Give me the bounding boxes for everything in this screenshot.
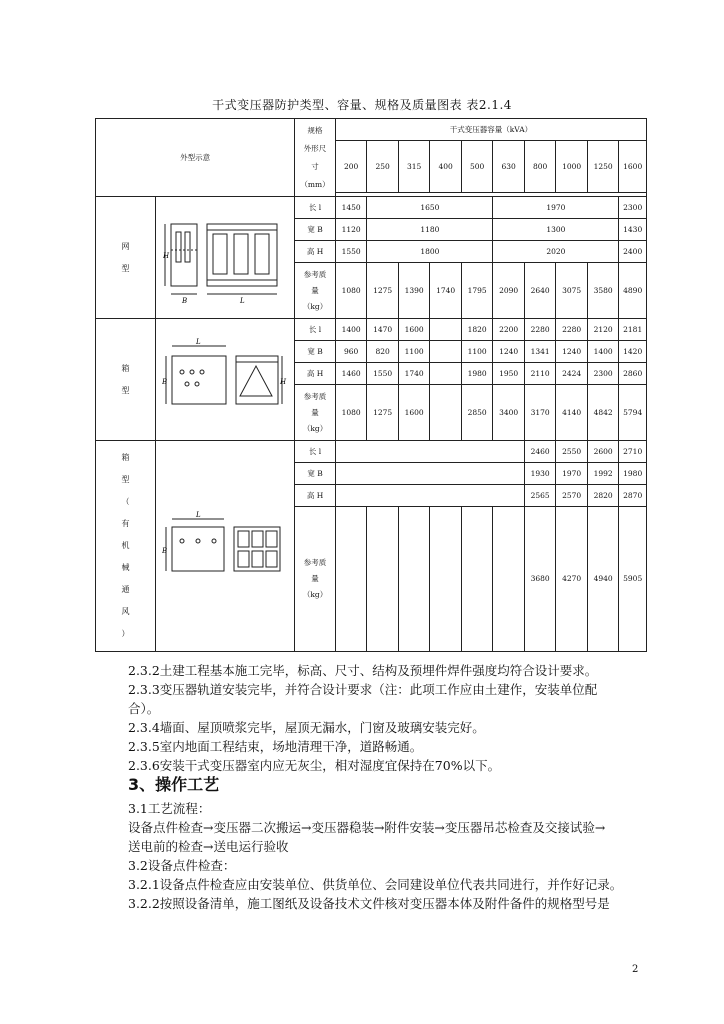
spec-column-header: 规格 外形尺 寸 （mm） <box>295 119 336 197</box>
page-number: 2 <box>632 964 639 975</box>
process-section <box>128 799 640 913</box>
paragraph-line: 2.3.2土建工程基本施工完毕，标高、尺寸、结构及预埋件焊件强度均符合设计要求。 <box>128 663 598 678</box>
ventilated-type-figure <box>155 441 294 652</box>
paragraph-line: 3.2设备点件检查： <box>128 858 236 873</box>
requirements-section <box>128 661 640 775</box>
paragraph-line: 2.3.6安装干式变压器室内应无灰尘，相对湿度宜保持在70%以下。 <box>128 758 501 773</box>
dim-label-h: H <box>163 251 170 260</box>
paragraph-line: 3.2.2按照设备清单，施工图纸及设备技术文件核对变压器本体及附件备件的规格型号是 <box>128 896 610 911</box>
table-row: 参考质 量 （kg） 1080 1275 1600 2850 3400 3170 4140 4842 5794 <box>96 385 647 441</box>
table-row: 网 型 H B L 长 l 1450 1650 1970 2300 <box>96 197 647 219</box>
dim-label-b: B <box>162 547 168 555</box>
paragraph-line: 2.3.4墙面、屋顶喷浆完毕，屋顶无漏水，门窗及玻璃安装完好。 <box>128 720 485 735</box>
ventilated-enclosure-drawing <box>162 511 288 581</box>
table-row: 宽 B 960 820 1100 1100 1240 1341 1240 1400 1420 <box>96 341 647 363</box>
table-row: 高 H 2565 2570 2820 2870 <box>96 485 647 507</box>
capacity-header: 干式变压器容量（kVA） <box>335 119 646 141</box>
dim-label-b: B <box>182 296 188 305</box>
net-type-figure <box>155 197 294 319</box>
table-row: 箱 型 L B H 长 l 1400 1470 1600 1820 2200 2280 2280 2120 2181 <box>96 319 647 341</box>
paragraph-line: 2.3.5室内地面工程结束，场地清理干净，道路畅通。 <box>128 739 423 754</box>
paragraph-line: 3.2.1设备点件检查应由安装单位、供货单位、会同建设单位代表共同进行，并作好记录。 <box>128 877 623 892</box>
table-title: 干式变压器防护类型、容量、规格及质量图表 表2.1.4 <box>212 98 512 112</box>
table-row: 高 H 1550 1800 2020 2400 <box>96 241 647 263</box>
table-row: 宽 B 1120 1180 1300 1430 <box>96 219 647 241</box>
paragraph-line: 3.1工艺流程： <box>128 801 211 816</box>
dim-label-h: H <box>280 377 287 386</box>
shape-column-header: 外型示意 <box>96 119 295 197</box>
table-row: 宽 B 1930 1970 1992 1980 <box>96 463 647 485</box>
table-row: 箱 型 （ 有 机 械 通 风 ） L B 长 l 2460 2550 2600 2710 <box>96 441 647 463</box>
table-row: 参考质 量 （kg） 3680 4270 4940 5905 <box>96 507 647 652</box>
paragraph-line: 合）。 <box>128 701 160 716</box>
net-enclosure-drawing <box>163 210 287 306</box>
dim-label-l: L <box>196 511 201 519</box>
paragraph-line: 2.3.3变压器轨道安装完毕，并符合设计要求（注：此项工作应由土建作，安装单位配 <box>128 682 598 697</box>
dim-label-l: L <box>240 296 245 305</box>
paragraph-line: 送电前的检查→送电运行验收 <box>128 839 289 854</box>
table-row: 参考质 量 （kg） 1080 1275 1390 1740 1795 2090 2640 3075 3580 4890 <box>96 263 647 319</box>
type-cell-net: 网 型 <box>96 197 156 319</box>
dim-label-b: B <box>162 377 168 386</box>
box-enclosure-drawing <box>162 336 288 424</box>
section-heading: 3、操作工艺 <box>128 775 220 794</box>
capacity-row: 200 250 315 400 500 630 800 1000 1250 1600 <box>96 141 647 193</box>
type-cell-box-ventilated: 箱 型 （ 有 机 械 通 风 ） <box>96 441 156 652</box>
type-cell-box: 箱 型 <box>96 319 156 441</box>
transformer-spec-table <box>95 118 647 652</box>
paragraph-line: 设备点件检查→变压器二次搬运→变压器稳装→附件安装→变压器吊芯检查及交接试验→ <box>128 820 606 835</box>
dim-label-l: L <box>196 337 201 346</box>
box-type-figure <box>155 319 294 441</box>
table-row: 高 H 1460 1550 1740 1980 1950 2110 2424 2300 2860 <box>96 363 647 385</box>
